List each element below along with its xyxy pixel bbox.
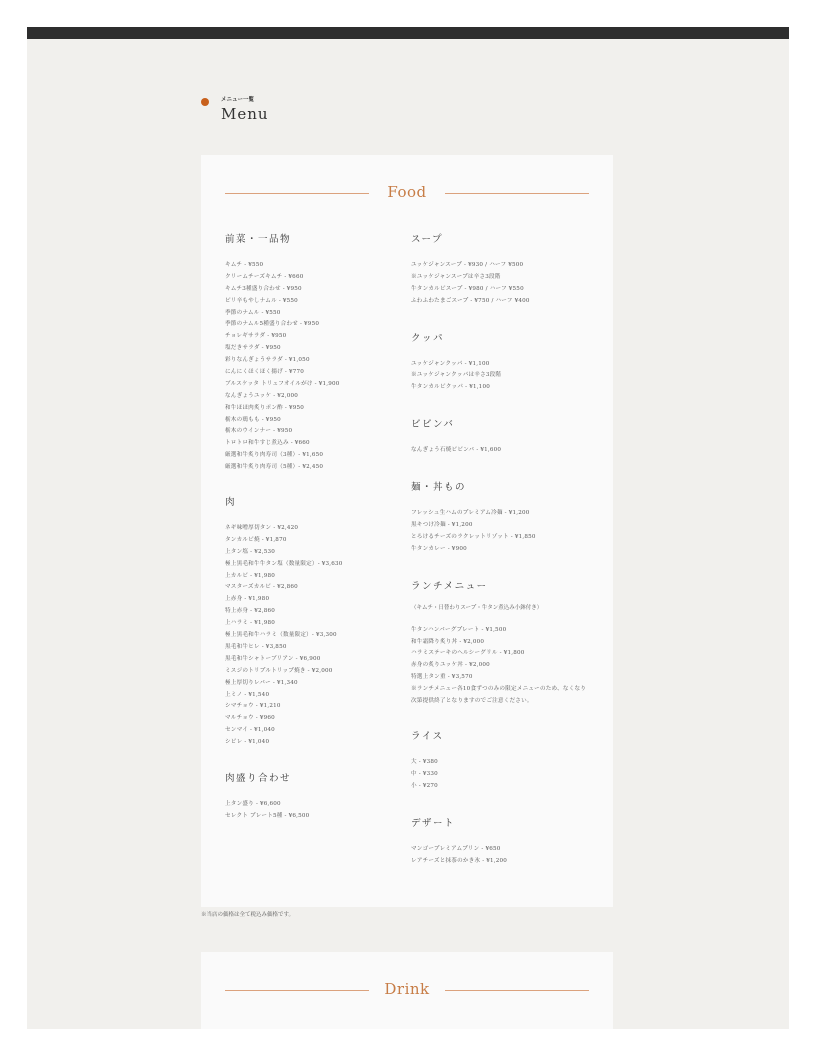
food-title: Food	[387, 183, 427, 201]
section-title: 肉盛り合わせ	[225, 772, 292, 784]
section-title: デザート	[411, 817, 456, 829]
menu-item: 小 - ¥270	[411, 782, 438, 789]
menu-item: とろけるチーズのラクレットリゾット - ¥1,850	[411, 533, 536, 540]
menu-item: ふわふわたまごスープ - ¥750 / ハーフ ¥400	[411, 297, 530, 304]
section-title: クッパ	[411, 332, 445, 344]
menu-item: 上タン盛り - ¥6,600	[225, 800, 281, 807]
menu-item: 彩りなんぎょうサラダ - ¥1,050	[225, 357, 310, 364]
menu-item: ミスジのトリプルトリップ焼き - ¥2,000	[225, 667, 333, 674]
menu-item-list	[411, 625, 601, 708]
menu-item: 牛タンハンバーグプレート - ¥1,500	[411, 626, 507, 633]
section-title: ビビンバ	[411, 419, 455, 431]
divider-line-left	[225, 193, 369, 194]
section-title: 肉	[225, 497, 237, 509]
menu-item: 牛タンカルビスープ - ¥980 / ハーフ ¥550	[411, 285, 524, 292]
menu-item-list	[225, 260, 405, 474]
menu-item: 季節のナムル - ¥550	[225, 309, 281, 316]
menu-item: 特選上タン重 - ¥3,570	[411, 674, 473, 681]
menu-item-list	[411, 757, 601, 793]
menu-item: ブルスケッタ トリュフオイルがけ - ¥1,900	[225, 380, 340, 387]
menu-item: 塩だきサラダ - ¥950	[225, 345, 281, 352]
divider-line-right	[445, 990, 589, 991]
menu-item: セレクト プレート5種 - ¥6,500	[225, 812, 310, 819]
menu-item: シマチョウ - ¥1,210	[225, 703, 281, 710]
menu-item: マスターズカルビ - ¥2,860	[225, 584, 298, 591]
section-title: ランチメニュー	[411, 580, 488, 592]
menu-item: 和牛霜降り炙り丼 - ¥2,000	[411, 638, 485, 645]
menu-item: 特上赤身 - ¥2,860	[225, 608, 275, 615]
page-frame	[27, 27, 789, 1029]
menu-item: ※ユッケジャンスープは辛さ3段階	[411, 273, 501, 280]
top-bar	[27, 27, 789, 39]
section-title: スープ	[411, 234, 444, 245]
menu-item: ピリ辛もやしナムル - ¥550	[225, 297, 298, 304]
drink-card	[201, 952, 613, 1029]
food-right-column	[411, 233, 601, 867]
menu-item: 赤身の炙りユッケ丼 - ¥2,000	[411, 662, 490, 669]
divider-line-right	[445, 193, 589, 194]
menu-item: ※ランチメニュー各10食ずつのみの限定メニューのため、なくなり次第提供終了となりますのでご注意ください。	[411, 686, 587, 705]
menu-item: 上赤身 - ¥1,980	[225, 596, 270, 603]
menu-item-list	[411, 260, 601, 308]
menu-item: キムチ - ¥550	[225, 262, 264, 268]
menu-section	[411, 332, 601, 395]
section-title: 麺・丼もの	[411, 482, 467, 494]
menu-item: 上ミノ - ¥1,540	[225, 691, 270, 698]
menu-item: ユッケジャンスープ - ¥930 / ハーフ ¥500	[411, 262, 524, 268]
menu-item: 厳選和牛炙り肉寿司（5種）- ¥2,450	[225, 464, 324, 471]
menu-title: Menu	[221, 105, 269, 123]
menu-section	[411, 730, 601, 793]
menu-item-list	[411, 844, 601, 868]
menu-item: マンゴープレミアムプリン - ¥650	[411, 845, 501, 852]
menu-item: レアチーズと抹茶のかき氷 - ¥1,200	[411, 857, 508, 864]
menu-item: シビレ - ¥1,040	[225, 739, 270, 746]
menu-item: にんにくほくほく揚げ - ¥770	[225, 369, 305, 376]
menu-item: なんぎょう石焼ビビンバ - ¥1,600	[411, 447, 502, 454]
menu-item: 中 - ¥330	[411, 770, 438, 777]
menu-item: センマイ - ¥1,040	[225, 727, 275, 734]
menu-item: 牛タンカレー - ¥900	[411, 545, 467, 552]
menu-item: 黒キつけ冷麺 - ¥1,200	[411, 522, 473, 529]
menu-item: 極上黒毛和牛牛タン塩（数量限定）- ¥3,630	[225, 560, 343, 567]
menu-section	[411, 233, 601, 308]
menu-item: ※ユッケジャンクッパは辛さ3段階	[411, 372, 502, 379]
menu-item: 上タン塩 - ¥2,530	[225, 548, 275, 555]
menu-item: 極上厚切りレバー - ¥1,340	[225, 679, 298, 686]
menu-item-list	[411, 508, 601, 556]
menu-item: 栃木のウインナー - ¥950	[225, 428, 293, 435]
menu-item: 季節のナムル5種盛り合わせ - ¥950	[225, 321, 320, 328]
menu-item: 栃木の鶏もも - ¥950	[225, 416, 281, 423]
menu-section	[225, 496, 405, 749]
menu-item-list	[411, 359, 601, 395]
menu-section	[225, 772, 405, 823]
menu-item: ネギ味噌厚切タン - ¥2,420	[225, 525, 299, 532]
menu-item: ハラミステーキのヘルシーグリル - ¥1,800	[411, 650, 525, 657]
menu-item: 牛タンカルビクッパ - ¥1,100	[411, 384, 490, 391]
menu-item-list	[225, 799, 405, 823]
menu-item: マルチョウ - ¥960	[225, 715, 275, 722]
menu-item: 厳選和牛炙り肉寿司（3種）- ¥1,650	[225, 452, 324, 459]
menu-item: 大 - ¥380	[411, 758, 438, 765]
menu-item: 黒毛和牛ヒレ - ¥3,850	[225, 643, 287, 650]
menu-item-list	[225, 523, 405, 749]
menu-item: ユッケジャンクッパ - ¥1,100	[411, 360, 490, 367]
tax-note: ※当店の価格は全て税込み価格です。	[201, 912, 295, 918]
menu-item: フレッシュ生ハムのプレミアム冷麺 - ¥1,200	[411, 510, 530, 517]
menu-item: タンカルビ焼 - ¥1,870	[225, 536, 287, 543]
menu-item: 和牛ほほ肉炙りポン酢 - ¥950	[225, 404, 305, 411]
menu-section	[411, 817, 601, 868]
divider-line-left	[225, 990, 369, 991]
menu-item: 極上黒毛和牛ハラミ（数量限定）- ¥3,300	[225, 632, 337, 639]
drink-title: Drink	[384, 980, 430, 998]
menu-item: 黒毛和牛シャトーブリアン - ¥6,900	[225, 655, 321, 662]
menu-section	[411, 481, 601, 556]
menu-subtitle: メニュー一覧	[221, 97, 255, 103]
drink-card-header	[201, 952, 613, 1029]
menu-item: なんぎょうユッケ - ¥2,000	[225, 392, 299, 399]
menu-section	[411, 580, 601, 708]
menu-item-list	[411, 445, 601, 457]
menu-item: クリームチーズキムチ - ¥660	[225, 273, 304, 280]
heading-dot-icon	[201, 98, 209, 106]
menu-item: 上ハラミ - ¥1,980	[225, 620, 275, 627]
food-left-column	[225, 233, 405, 823]
menu-section	[411, 418, 601, 457]
menu-item: 上カルビ - ¥1,980	[225, 572, 275, 579]
section-title: 前菜・一品物	[225, 234, 292, 245]
menu-section	[225, 233, 405, 474]
food-card	[201, 155, 613, 907]
section-title: ライス	[411, 730, 444, 742]
menu-item: トロトロ和牛すじ煮込み - ¥660	[225, 440, 310, 447]
food-card-header	[201, 155, 613, 235]
section-note: （キムチ・日替わりスープ・牛タン煮込み小鉢付き）	[411, 604, 543, 611]
menu-item: キムチ3種盛り合わせ - ¥950	[225, 285, 302, 292]
menu-item: チョレギサラダ - ¥950	[225, 333, 287, 340]
